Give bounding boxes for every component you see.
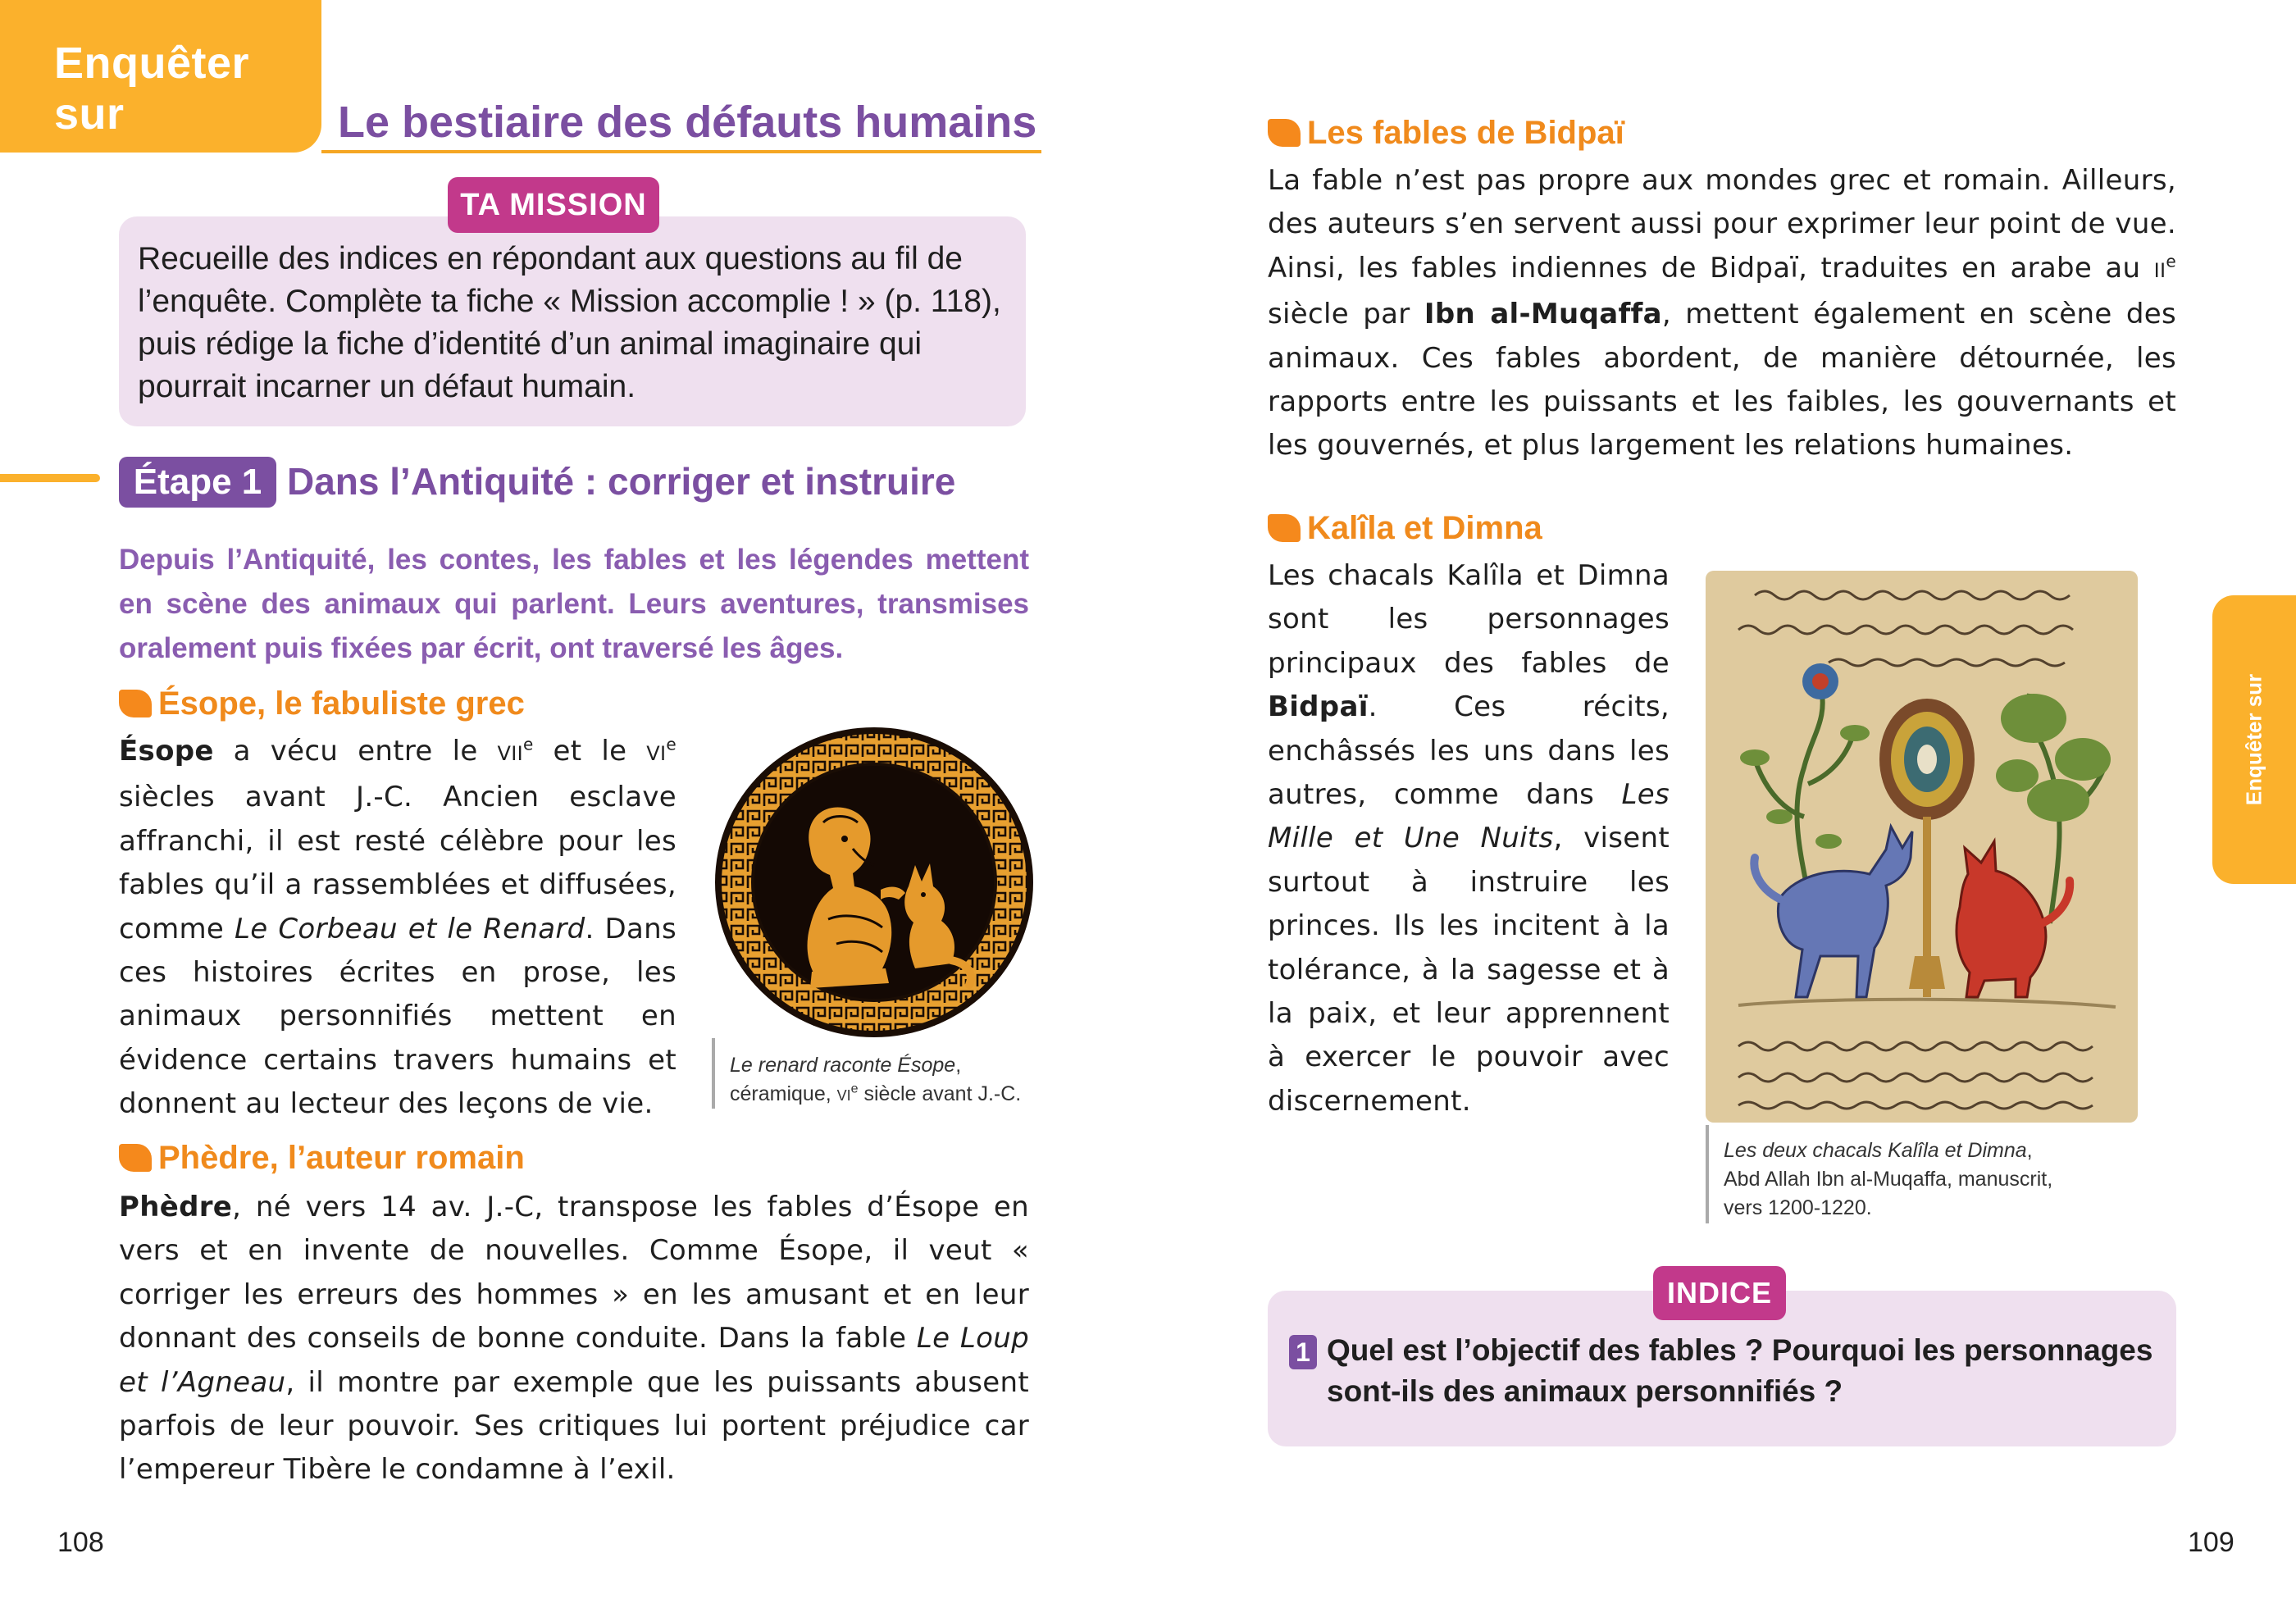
bidpai-name: Bidpaï <box>1268 690 1369 724</box>
kalila-paragraph: Les chacals Kalîla et Dimna sont les personnages principaux des fables de Bidpaï. Ces récits, enchâssés les uns dans les autres, comme dans Les Mille et Une Nuits, visent surtout à instruire les princes. Ils les incitent à la tolérance, à la sagesse et à la paix, et leur apprennent à exercer le pouvoir avec discernement. <box>1268 559 1670 1118</box>
title-underline <box>321 150 1041 153</box>
bidpai-heading <box>1268 115 1624 152</box>
leaf-icon <box>119 1144 152 1172</box>
esope-caption: Le renard raconte Ésope, céramique, VIe siècle avant J.-C. <box>730 1054 1022 1105</box>
etape-intro: Depuis l’Antiquité, les contes, les fables et les légendes mettent en scène des animaux qui parlent. Leurs aventures, transmises oralement puis fixées par écrit, ont traversé les âges. <box>119 544 1029 664</box>
etape-marker-line <box>0 474 100 482</box>
esope-paragraph: Ésope a vécu entre le VIIe et le VIe siècles avant J.-C. Ancien esclave affranchi, il est resté célèbre pour les fables qu’il a rassemblées et diffusées, comme Le Corbeau et le Renard. Dans ces histoires écrites en prose, les animaux personnifiés mettent en évidence certains travers humains et donnent au lecteur des leçons de vie. <box>119 734 676 1121</box>
indice-tag: INDICE <box>1653 1266 1786 1320</box>
kalila-caption: Les deux chacals Kalîla et Dimna, Abd Allah Ibn al-Muqaffa, manuscrit, vers 1200-1220. <box>1724 1139 2053 1219</box>
phedre-heading-text: Phèdre, l’auteur romain <box>158 1140 525 1176</box>
page-number-right: 109 <box>2188 1527 2234 1558</box>
leaf-icon <box>1268 514 1301 542</box>
esope-ceramic-image <box>713 726 1035 1039</box>
etape-title: Dans l’Antiquité : corriger et instruire <box>287 460 956 503</box>
leaf-icon <box>119 690 152 717</box>
bidpai-paragraph: La fable n’est pas propre aux mondes grec et romain. Ailleurs, des auteurs s’en servent aussi pour exprimer leur point de vue. Ainsi, les fables indiennes de Bidpaï, traduites en arabe au IIe siècle par Ibn al-Muqaffa, mettent également en scène des animaux. Ces fables abordent, de manière détournée, les rapports entre les puissants et les faibles, les gouvernants et les gouvernés, et plus largement les relations humaines. <box>1268 164 2176 462</box>
phedre-work-title: Le Loup et l’Agneau <box>119 1322 1029 1399</box>
kalila-caption-bar <box>1706 1125 1709 1223</box>
esope-heading <box>119 686 525 722</box>
mission-tag: TA MISSION <box>448 177 659 233</box>
side-section-tab-label: Enquêter sur <box>2241 673 2266 806</box>
section-tab <box>0 0 321 153</box>
kalila-heading <box>1268 510 1542 547</box>
phedre-paragraph: Phèdre, né vers 14 av. J.-C, transpose les fables d’Ésope en vers et en invente de nouvelles. Comme Ésope, il veut « corriger les erreurs des hommes » en les amusant et en leur donnant des conseils de bonne conduite. Dans la fable Le Loup et l’Agneau, il montre par exemple que les puissants abusent parfois de leur pouvoir. Ses critiques lui portent préjudice car l’empereur Tibère le condamne à l’exil. <box>119 1191 1029 1487</box>
etape-badge: Étape 1 <box>119 457 276 508</box>
phedre-name: Phèdre <box>119 1191 233 1223</box>
leaf-icon <box>1268 119 1301 147</box>
phedre-heading <box>119 1140 525 1177</box>
kalila-heading-text: Kalîla et Dimna <box>1307 510 1542 546</box>
mille-nuits-title: Les Mille et Une Nuits <box>1268 778 1670 855</box>
esope-work-title: Le Corbeau et le Renard <box>235 912 585 945</box>
esope-name: Ésope <box>119 735 214 768</box>
page-title: Le bestiaire des défauts humains <box>338 98 1037 147</box>
bidpai-heading-text: Les fables de Bidpaï <box>1307 115 1624 151</box>
esope-caption-bar <box>712 1038 715 1109</box>
mission-text: Recueille des indices en répondant aux questions au fil de l’enquête. Complète ta fiche « Mission accomplie ! » (p. 118), puis rédige la fiche d’identité d’un animal imaginaire qui pourrait incarner un défaut humain. <box>138 241 1001 404</box>
question-number: 1 <box>1289 1335 1317 1369</box>
question-text: Quel est l’objectif des fables ? Pourquoi les personnages sont-ils des animaux personnifiés ? <box>1327 1333 2153 1408</box>
ibn-al-muqaffa-name: Ibn al-Muqaffa <box>1424 298 1662 331</box>
kalila-dimna-manuscript-image <box>1706 571 2138 1123</box>
section-tab-label: Enquêter sur <box>54 39 250 139</box>
page-number-left: 108 <box>57 1527 104 1558</box>
esope-heading-text: Ésope, le fabuliste grec <box>158 686 525 722</box>
side-section-tab <box>2212 595 2296 884</box>
